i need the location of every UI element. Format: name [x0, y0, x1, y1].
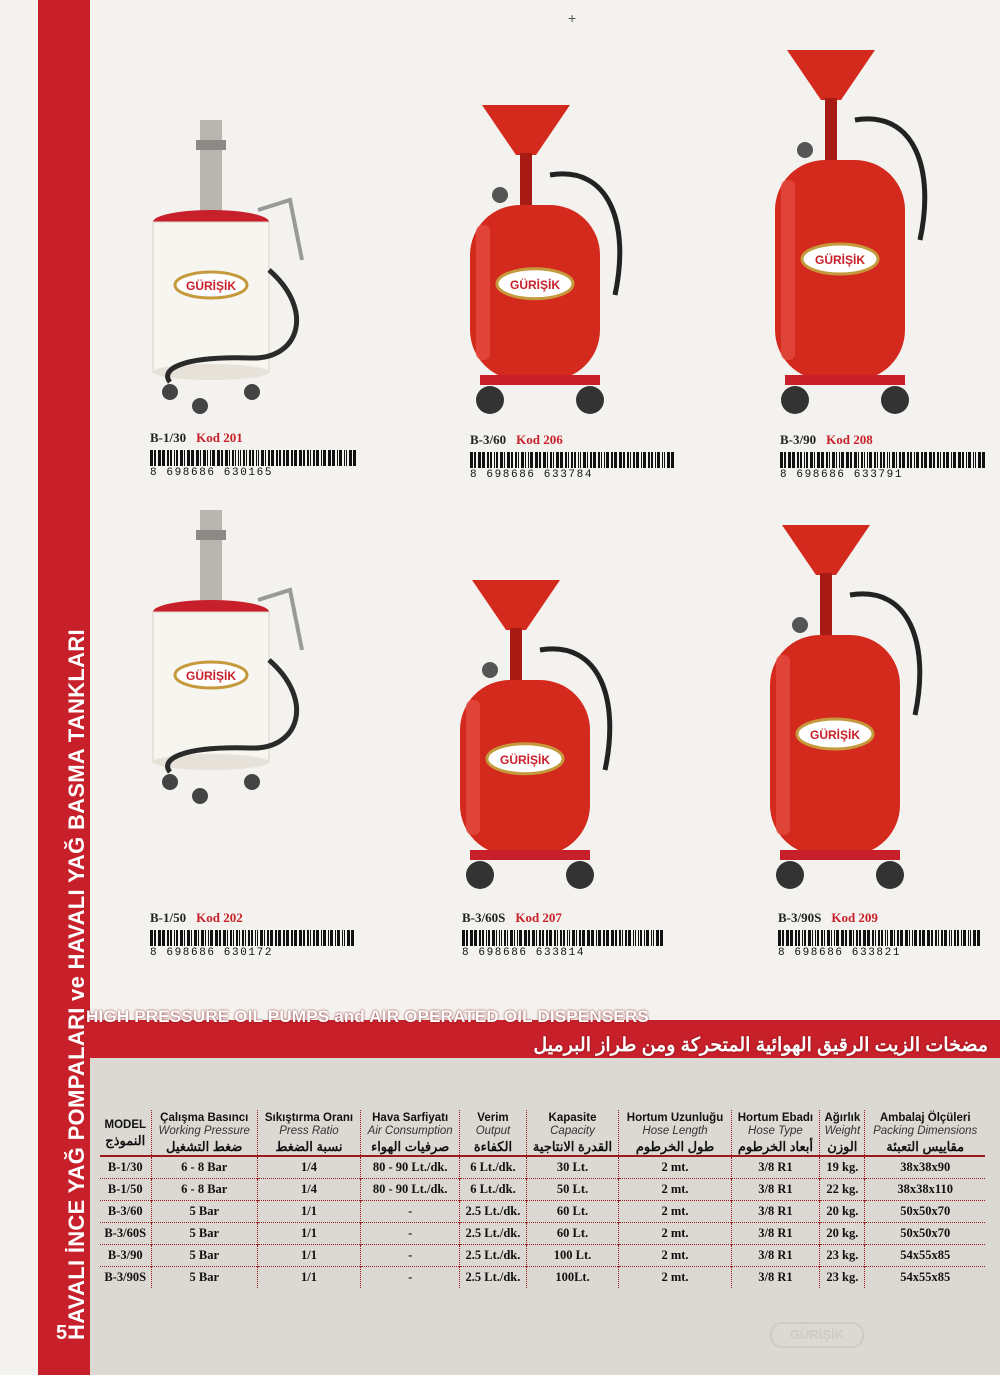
table-header-cell — [151, 1110, 257, 1156]
table-cell: 2 mt. — [619, 1201, 731, 1223]
barcode — [778, 930, 982, 959]
product-image — [745, 40, 945, 420]
table-cell: 54x55x85 — [865, 1267, 985, 1289]
barcode-number: 8 698686 633814 — [462, 947, 586, 959]
product-image — [440, 95, 640, 415]
product-model: B-1/30 — [150, 430, 187, 445]
table-cell: 5 Bar — [151, 1267, 257, 1289]
header-en: Press Ratio — [279, 1125, 339, 1137]
table-cell: B-3/60S — [100, 1223, 151, 1245]
table-cell: 20 kg. — [820, 1201, 865, 1223]
table-cell: 6 Lt./dk. — [460, 1179, 526, 1201]
header-en: Packing Dimensions — [873, 1125, 978, 1137]
table-header-cell — [100, 1110, 151, 1156]
svg-text:GÜRİŞİK: GÜRİŞİK — [809, 728, 861, 742]
table-header-cell — [460, 1110, 526, 1156]
table-cell: 100Lt. — [526, 1267, 619, 1289]
table-cell: 2 mt. — [619, 1245, 731, 1267]
table-cell: 19 kg. — [820, 1156, 865, 1179]
barcode — [470, 452, 676, 481]
table-cell: 3/8 R1 — [731, 1223, 820, 1245]
product-caption — [150, 430, 358, 479]
product-caption — [780, 432, 987, 481]
header-tr: Ağırlık — [824, 1112, 861, 1124]
table-cell: - — [360, 1223, 459, 1245]
svg-text:GÜRİŞİK: GÜRİŞİK — [499, 752, 551, 767]
section-title-ar: مضخات الزيت الرقيق الهوائية المتحركة ومن طراز البرميل — [533, 1035, 988, 1056]
table-header-cell — [865, 1110, 985, 1156]
table-cell: 5 Bar — [151, 1245, 257, 1267]
table-cell: 6 - 8 Bar — [151, 1179, 257, 1201]
table-cell: 6 - 8 Bar — [151, 1156, 257, 1179]
header-en: Weight — [824, 1125, 861, 1137]
table-cell: 2.5 Lt./dk. — [460, 1201, 526, 1223]
page-number: 5 — [56, 1322, 68, 1344]
table-header-cell — [526, 1110, 619, 1156]
table-cell: 2 mt. — [619, 1179, 731, 1201]
header-tr: Ambalaj Ölçüleri — [879, 1112, 971, 1124]
header-ar: صرفيات الهواء — [371, 1139, 450, 1154]
table-cell: 38x38x110 — [865, 1179, 985, 1201]
table-cell: - — [360, 1201, 459, 1223]
header-ar: الوزن — [827, 1139, 858, 1154]
table-header-cell — [257, 1110, 360, 1156]
product-image — [430, 570, 630, 890]
table-cell: 60 Lt. — [526, 1223, 619, 1245]
table-cell: 3/8 R1 — [731, 1179, 820, 1201]
table-row — [100, 1267, 985, 1289]
svg-text:GÜRİŞİK: GÜRİŞİK — [185, 669, 237, 683]
table-cell: 100 Lt. — [526, 1245, 619, 1267]
table-cell: B-3/90 — [100, 1245, 151, 1267]
product-image — [740, 515, 940, 895]
table-cell: 1/4 — [257, 1179, 360, 1201]
table-cell: 2.5 Lt./dk. — [460, 1223, 526, 1245]
barcode-number: 8 698686 633791 — [780, 469, 904, 481]
table-header-cell — [820, 1110, 865, 1156]
table-header-row — [100, 1110, 985, 1156]
barcode — [150, 930, 356, 959]
table-cell: 50 Lt. — [526, 1179, 619, 1201]
header-en: Air Consumption — [367, 1125, 453, 1137]
header-tr: Sıkıştırma Oranı — [264, 1112, 354, 1124]
table-cell: 20 kg. — [820, 1223, 865, 1245]
table-row — [100, 1223, 985, 1245]
header-ar: مقاييس التعبئة — [886, 1139, 965, 1154]
header-en: Hose Length — [642, 1125, 708, 1137]
section-title-en: HIGH PRESSURE OIL PUMPS and AIR OPERATED OIL DISPENSERS — [86, 1007, 649, 1026]
header-tr: Verim — [477, 1112, 509, 1124]
table-header-cell — [731, 1110, 820, 1156]
barcode-number: 8 698686 633784 — [470, 469, 594, 481]
table-cell: 3/8 R1 — [731, 1267, 820, 1289]
table-header-cell — [619, 1110, 731, 1156]
barcode-number: 8 698686 633821 — [778, 947, 902, 959]
header-en: Output — [475, 1125, 511, 1137]
product-image — [140, 120, 320, 420]
table-cell: 38x38x90 — [865, 1156, 985, 1179]
table-cell: 30 Lt. — [526, 1156, 619, 1179]
product-code: Kod 209 — [831, 910, 878, 925]
table-cell: 2 mt. — [619, 1267, 731, 1289]
table-cell: B-3/60 — [100, 1201, 151, 1223]
header-en: Capacity — [550, 1125, 595, 1137]
header-ar: ضغط التشغيل — [166, 1139, 243, 1154]
table-cell: 3/8 R1 — [731, 1201, 820, 1223]
header-tr: Hortum Uzunluğu — [626, 1112, 724, 1124]
table-cell: 6 Lt./dk. — [460, 1156, 526, 1179]
header-tr: MODEL — [104, 1118, 147, 1131]
table-cell: 50x50x70 — [865, 1201, 985, 1223]
svg-text:GÜRİŞİK: GÜRİŞİK — [185, 279, 237, 293]
table-cell: 23 kg. — [820, 1267, 865, 1289]
product-caption — [462, 910, 665, 959]
table-row — [100, 1179, 985, 1201]
barcode-number: 8 698686 630165 — [150, 467, 274, 479]
table-cell: 23 kg. — [820, 1245, 865, 1267]
header-en: Working Pressure — [158, 1125, 250, 1137]
table-header-cell — [360, 1110, 459, 1156]
product-caption — [778, 910, 982, 959]
barcode — [462, 930, 665, 959]
header-ar: النموذج — [105, 1132, 146, 1148]
product-model: B-3/60S — [462, 910, 506, 925]
product-image — [140, 510, 320, 810]
table-cell: 2.5 Lt./dk. — [460, 1267, 526, 1289]
header-ar: الكفاءة — [473, 1139, 513, 1154]
table-cell: 3/8 R1 — [731, 1245, 820, 1267]
table-cell: 1/1 — [257, 1201, 360, 1223]
table-cell: - — [360, 1245, 459, 1267]
header-en: Hose Type — [748, 1125, 803, 1137]
header-tr: Kapasite — [548, 1112, 597, 1124]
table-cell: 50x50x70 — [865, 1223, 985, 1245]
barcode-number: 8 698686 630172 — [150, 947, 274, 959]
table-cell: 2.5 Lt./dk. — [460, 1245, 526, 1267]
table-cell: 1/1 — [257, 1223, 360, 1245]
table-cell: 2 mt. — [619, 1156, 731, 1179]
product-code: Kod 202 — [196, 910, 243, 925]
table-cell: 1/1 — [257, 1267, 360, 1289]
table-row — [100, 1201, 985, 1223]
product-code: Kod 201 — [196, 430, 243, 445]
product-caption — [470, 432, 676, 481]
barcode — [150, 450, 358, 479]
table-cell: 80 - 90 Lt./dk. — [360, 1179, 459, 1201]
product-model: B-1/50 — [150, 910, 187, 925]
header-tr: Hortum Ebadı — [737, 1112, 814, 1124]
product-code: Kod 208 — [826, 432, 873, 447]
spec-table — [100, 1110, 985, 1288]
table-cell: 3/8 R1 — [731, 1156, 820, 1179]
table-cell: 5 Bar — [151, 1223, 257, 1245]
header-ar: أبعاد الخرطوم — [737, 1139, 813, 1154]
table-cell: 60 Lt. — [526, 1201, 619, 1223]
table-cell: 1/1 — [257, 1245, 360, 1267]
table-cell: 5 Bar — [151, 1201, 257, 1223]
product-caption — [150, 910, 356, 959]
table-row — [100, 1156, 985, 1179]
table-cell: B-1/30 — [100, 1156, 151, 1179]
table-row — [100, 1245, 985, 1267]
header-ar: طول الخرطوم — [635, 1139, 715, 1154]
table-body — [100, 1156, 985, 1288]
header-tr: Hava Sarfiyatı — [372, 1112, 449, 1124]
product-code: Kod 206 — [516, 432, 563, 447]
table-cell: B-3/90S — [100, 1267, 151, 1289]
product-model: B-3/60 — [470, 432, 507, 447]
table-cell: 1/4 — [257, 1156, 360, 1179]
svg-text:GÜRİŞİK: GÜRİŞİK — [509, 277, 561, 292]
table-cell: - — [360, 1267, 459, 1289]
product-model: B-3/90S — [778, 910, 822, 925]
sidebar-title: HAVALI İNCE YAĞ POMPALARI ve HAVALI YAĞ BASMA TANKLARI — [64, 629, 89, 1340]
registration-mark: + — [568, 10, 577, 26]
svg-text:GÜRİŞİK: GÜRİŞİK — [814, 253, 866, 267]
barcode — [780, 452, 987, 481]
table-cell: 54x55x85 — [865, 1245, 985, 1267]
brand-watermark: GÜRİŞİK — [770, 1322, 864, 1348]
table-cell: 22 kg. — [820, 1179, 865, 1201]
header-ar: نسبة الضغط — [275, 1139, 343, 1154]
product-code: Kod 207 — [515, 910, 562, 925]
product-model: B-3/90 — [780, 432, 817, 447]
table-cell: B-1/50 — [100, 1179, 151, 1201]
table-cell: 2 mt. — [619, 1223, 731, 1245]
table-cell: 80 - 90 Lt./dk. — [360, 1156, 459, 1179]
header-ar: القدرة الانتاجية — [532, 1139, 613, 1154]
header-tr: Çalışma Basıncı — [160, 1112, 249, 1124]
